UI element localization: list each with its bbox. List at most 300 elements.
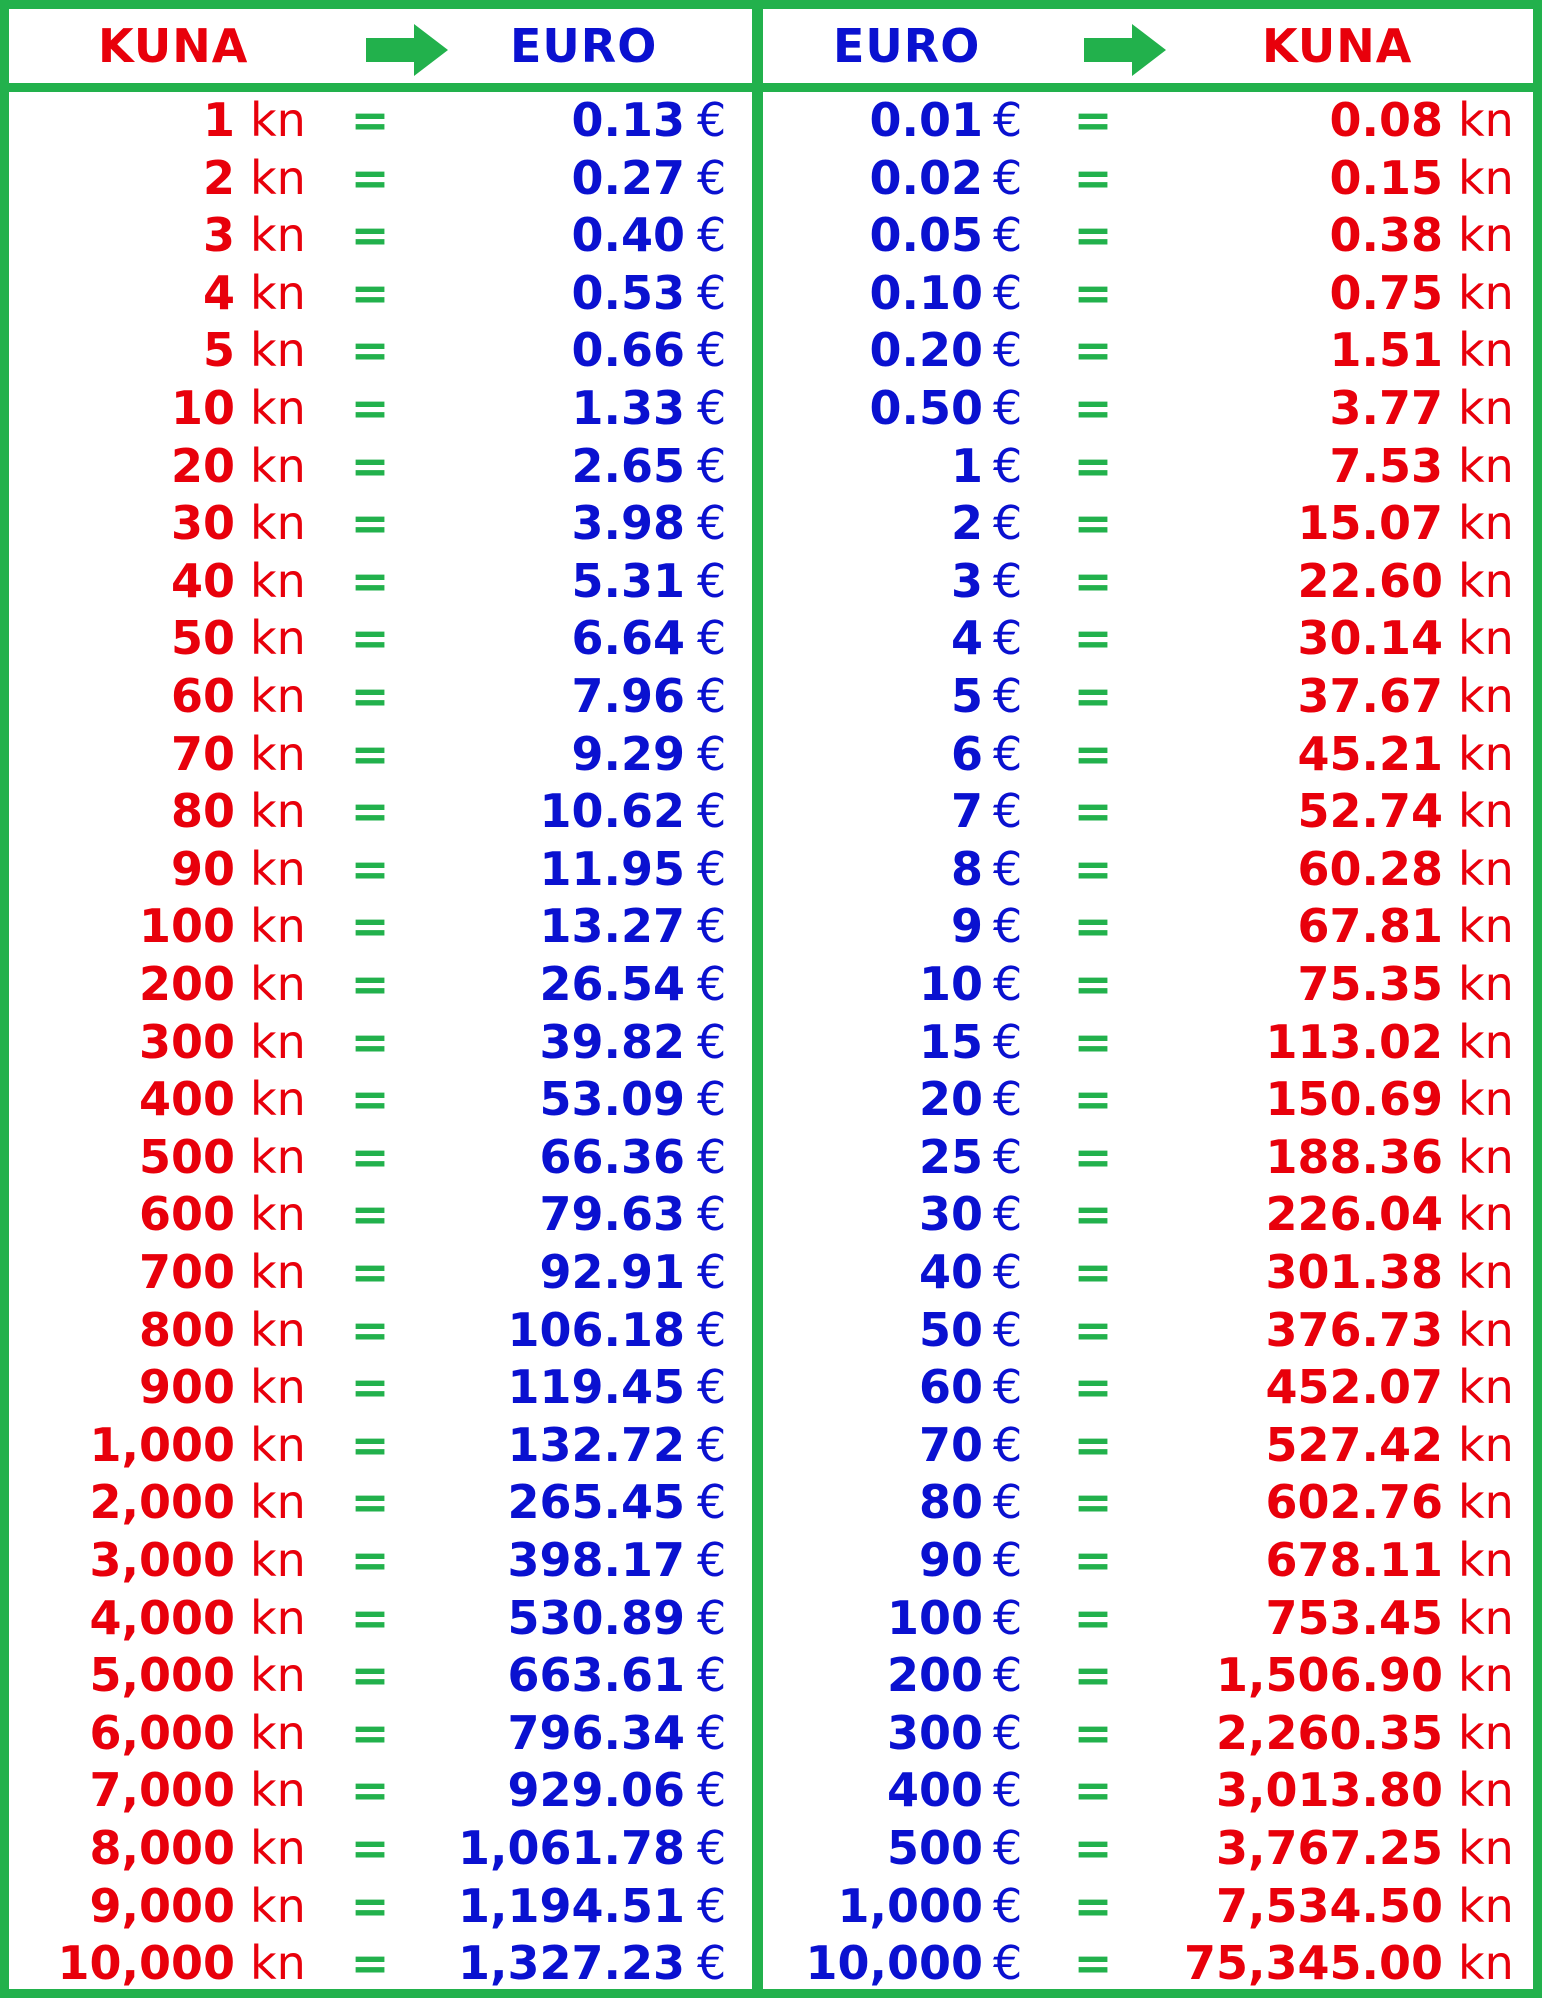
euro-unit: € xyxy=(697,1417,727,1472)
kuna-amount: 7,000 xyxy=(89,1763,235,1818)
kuna-amount: 1,506.90 xyxy=(1216,1648,1443,1703)
euro-amount: 8 xyxy=(950,841,983,896)
euro-amount: 90 xyxy=(918,1533,983,1587)
kuna-amount: 10,000 xyxy=(57,1936,235,1991)
euro-amount: 79.63 xyxy=(539,1187,685,1242)
equals-sign: = xyxy=(350,323,390,378)
kuna-to-euro-row xyxy=(0,1417,752,1474)
euro-unit: € xyxy=(697,611,727,666)
kuna-unit: kn xyxy=(1458,1936,1514,1991)
kuna-unit: kn xyxy=(1458,841,1514,896)
euro-amount: 4 xyxy=(950,611,983,666)
equals-sign: = xyxy=(350,1360,390,1415)
kuna-unit: kn xyxy=(250,1533,306,1587)
kuna-to-euro-row xyxy=(0,553,752,610)
euro-unit: € xyxy=(993,1475,1023,1530)
euro-unit: € xyxy=(697,1187,727,1242)
kuna-unit: kn xyxy=(1458,1360,1514,1415)
euro-unit: € xyxy=(993,841,1023,896)
euro-amount: 13.27 xyxy=(539,899,685,954)
kuna-amount: 753.45 xyxy=(1265,1590,1443,1645)
euro-unit: € xyxy=(993,265,1023,320)
euro-amount: 119.45 xyxy=(507,1360,685,1415)
equals-sign: = xyxy=(350,1475,390,1530)
euro-amount: 3 xyxy=(950,553,983,608)
equals-sign: = xyxy=(1073,1014,1113,1069)
kuna-amount: 1,000 xyxy=(89,1417,235,1472)
equals-sign: = xyxy=(350,1878,390,1933)
euro-amount: 0.10 xyxy=(869,265,983,320)
euro-to-kuna-row xyxy=(763,610,1533,667)
euro-amount: 796.34 xyxy=(507,1705,685,1760)
equals-sign: = xyxy=(1073,1648,1113,1703)
kuna-to-euro-row xyxy=(0,150,752,207)
euro-to-kuna-row xyxy=(763,1935,1533,1992)
kuna-unit: kn xyxy=(250,1878,306,1933)
kuna-amount: 80 xyxy=(170,784,235,839)
kuna-amount: 800 xyxy=(138,1302,235,1357)
euro-amount: 500 xyxy=(886,1821,983,1875)
equals-sign: = xyxy=(1073,1533,1113,1587)
euro-to-kuna-row xyxy=(763,898,1533,955)
equals-sign: = xyxy=(1073,208,1113,263)
equals-sign: = xyxy=(350,553,390,608)
euro-unit: € xyxy=(993,1245,1023,1299)
euro-amount: 26.54 xyxy=(539,957,685,1011)
euro-to-kuna-row xyxy=(763,495,1533,552)
euro-to-kuna-row xyxy=(763,1705,1533,1762)
kuna-unit: kn xyxy=(250,1360,306,1415)
euro-unit: € xyxy=(697,1245,727,1299)
euro-amount: 0.02 xyxy=(869,150,983,205)
euro-unit: € xyxy=(697,1648,727,1703)
euro-unit: € xyxy=(993,611,1023,666)
euro-to-kuna-row xyxy=(763,668,1533,725)
equals-sign: = xyxy=(350,1533,390,1587)
kuna-unit: kn xyxy=(250,611,306,666)
euro-amount: 10,000 xyxy=(805,1936,983,1991)
euro-amount: 0.05 xyxy=(869,208,983,263)
euro-amount: 929.06 xyxy=(507,1763,685,1818)
euro-to-kuna-row xyxy=(763,783,1533,840)
kuna-amount: 7,534.50 xyxy=(1216,1878,1443,1933)
equals-sign: = xyxy=(1073,93,1113,147)
equals-sign: = xyxy=(350,1129,390,1184)
euro-amount: 3.98 xyxy=(571,496,685,551)
equals-sign: = xyxy=(1073,1763,1113,1818)
right-header-to: KUNA xyxy=(1262,19,1413,73)
euro-unit: € xyxy=(697,381,727,435)
kuna-amount: 50 xyxy=(170,611,235,666)
kuna-unit: kn xyxy=(1458,784,1514,839)
kuna-amount: 500 xyxy=(138,1129,235,1184)
kuna-unit: kn xyxy=(1458,1821,1514,1875)
euro-unit: € xyxy=(993,1590,1023,1645)
column-divider xyxy=(752,0,763,1998)
euro-to-kuna-row xyxy=(763,726,1533,783)
euro-amount: 7.96 xyxy=(571,669,685,723)
kuna-to-euro-row xyxy=(0,1244,752,1301)
euro-unit: € xyxy=(697,899,727,954)
equals-sign: = xyxy=(350,1417,390,1472)
euro-amount: 100 xyxy=(886,1590,983,1645)
euro-amount: 5 xyxy=(950,669,983,723)
euro-unit: € xyxy=(697,669,727,723)
kuna-unit: kn xyxy=(250,957,306,1011)
equals-sign: = xyxy=(1073,611,1113,666)
equals-sign: = xyxy=(350,1072,390,1127)
kuna-unit: kn xyxy=(1458,1763,1514,1818)
equals-sign: = xyxy=(350,1763,390,1818)
euro-to-kuna-row xyxy=(763,92,1533,149)
equals-sign: = xyxy=(350,611,390,666)
equals-sign: = xyxy=(1073,1129,1113,1184)
kuna-amount: 67.81 xyxy=(1297,899,1443,954)
euro-amount: 9.29 xyxy=(571,726,685,781)
equals-sign: = xyxy=(350,1936,390,1991)
euro-to-kuna-row xyxy=(763,265,1533,322)
euro-unit: € xyxy=(697,323,727,378)
euro-amount: 10 xyxy=(918,957,983,1011)
euro-unit: € xyxy=(697,1533,727,1587)
kuna-amount: 1.51 xyxy=(1329,323,1443,378)
kuna-unit: kn xyxy=(1458,150,1514,205)
equals-sign: = xyxy=(350,381,390,435)
kuna-amount: 226.04 xyxy=(1265,1187,1443,1242)
euro-amount: 0.13 xyxy=(571,93,685,147)
euro-amount: 300 xyxy=(886,1705,983,1760)
euro-unit: € xyxy=(697,1763,727,1818)
equals-sign: = xyxy=(350,496,390,551)
euro-unit: € xyxy=(993,784,1023,839)
euro-unit: € xyxy=(697,1302,727,1357)
euro-unit: € xyxy=(697,1936,727,1991)
kuna-amount: 200 xyxy=(138,957,235,1011)
euro-to-kuna-row xyxy=(763,956,1533,1013)
kuna-unit: kn xyxy=(250,1014,306,1069)
kuna-to-euro-row xyxy=(0,1762,752,1819)
kuna-amount: 678.11 xyxy=(1265,1533,1443,1587)
kuna-amount: 100 xyxy=(138,899,235,954)
kuna-unit: kn xyxy=(250,1475,306,1530)
kuna-unit: kn xyxy=(250,553,306,608)
kuna-unit: kn xyxy=(1458,1705,1514,1760)
euro-to-kuna-row xyxy=(763,553,1533,610)
equals-sign: = xyxy=(1073,323,1113,378)
euro-to-kuna-row xyxy=(763,1071,1533,1128)
kuna-unit: kn xyxy=(1458,611,1514,666)
euro-amount: 663.61 xyxy=(507,1648,685,1703)
equals-sign: = xyxy=(350,784,390,839)
kuna-amount: 0.38 xyxy=(1329,208,1443,263)
euro-to-kuna-row xyxy=(763,1417,1533,1474)
equals-sign: = xyxy=(1073,841,1113,896)
kuna-to-euro-row xyxy=(0,956,752,1013)
euro-to-kuna-row xyxy=(763,1302,1533,1359)
kuna-unit: kn xyxy=(250,208,306,263)
euro-to-kuna-row xyxy=(763,841,1533,898)
kuna-unit: kn xyxy=(250,669,306,723)
euro-amount: 0.40 xyxy=(571,208,685,263)
right-header-from: EURO xyxy=(833,19,981,73)
euro-unit: € xyxy=(697,1705,727,1760)
equals-sign: = xyxy=(350,1245,390,1299)
kuna-unit: kn xyxy=(250,1936,306,1991)
euro-unit: € xyxy=(993,669,1023,723)
kuna-unit: kn xyxy=(250,1072,306,1127)
kuna-amount: 75,345.00 xyxy=(1184,1936,1443,1991)
euro-amount: 6.64 xyxy=(571,611,685,666)
kuna-unit: kn xyxy=(250,726,306,781)
euro-amount: 1.33 xyxy=(571,381,685,435)
kuna-to-euro-row xyxy=(0,841,752,898)
kuna-unit: kn xyxy=(250,150,306,205)
kuna-unit: kn xyxy=(1458,1302,1514,1357)
euro-amount: 2 xyxy=(950,496,983,551)
kuna-amount: 3.77 xyxy=(1329,381,1443,435)
euro-amount: 0.27 xyxy=(571,150,685,205)
kuna-unit: kn xyxy=(250,1245,306,1299)
euro-amount: 70 xyxy=(918,1417,983,1472)
euro-to-kuna-row xyxy=(763,1590,1533,1647)
kuna-unit: kn xyxy=(250,1821,306,1875)
euro-to-kuna-row xyxy=(763,1186,1533,1243)
euro-unit: € xyxy=(697,150,727,205)
kuna-amount: 602.76 xyxy=(1265,1475,1443,1530)
euro-unit: € xyxy=(697,265,727,320)
kuna-amount: 3,767.25 xyxy=(1216,1821,1443,1875)
euro-amount: 2.65 xyxy=(571,438,685,493)
equals-sign: = xyxy=(350,1014,390,1069)
kuna-unit: kn xyxy=(1458,669,1514,723)
euro-unit: € xyxy=(993,150,1023,205)
kuna-to-euro-row xyxy=(0,1705,752,1762)
euro-unit: € xyxy=(993,1302,1023,1357)
euro-unit: € xyxy=(697,1475,727,1530)
kuna-to-euro-row xyxy=(0,1014,752,1071)
euro-unit: € xyxy=(697,208,727,263)
euro-unit: € xyxy=(993,1129,1023,1184)
kuna-amount: 10 xyxy=(170,381,235,435)
euro-to-kuna-row xyxy=(763,380,1533,437)
euro-unit: € xyxy=(993,1014,1023,1069)
kuna-to-euro-row xyxy=(0,1186,752,1243)
kuna-amount: 75.35 xyxy=(1297,957,1443,1011)
kuna-to-euro-row xyxy=(0,495,752,552)
kuna-unit: kn xyxy=(250,899,306,954)
equals-sign: = xyxy=(1073,1072,1113,1127)
euro-amount: 80 xyxy=(918,1475,983,1530)
euro-unit: € xyxy=(697,726,727,781)
equals-sign: = xyxy=(1073,381,1113,435)
kuna-amount: 4,000 xyxy=(89,1590,235,1645)
kuna-amount: 2 xyxy=(202,150,235,205)
euro-unit: € xyxy=(993,438,1023,493)
kuna-amount: 9,000 xyxy=(89,1878,235,1933)
equals-sign: = xyxy=(1073,1417,1113,1472)
header-divider xyxy=(0,83,1542,92)
euro-amount: 0.20 xyxy=(869,323,983,378)
kuna-unit: kn xyxy=(1458,1129,1514,1184)
euro-unit: € xyxy=(993,1821,1023,1875)
equals-sign: = xyxy=(1073,1936,1113,1991)
kuna-to-euro-row xyxy=(0,726,752,783)
euro-amount: 1,194.51 xyxy=(458,1878,685,1933)
kuna-unit: kn xyxy=(1458,438,1514,493)
equals-sign: = xyxy=(1073,1821,1113,1875)
kuna-amount: 452.07 xyxy=(1265,1360,1443,1415)
euro-amount: 6 xyxy=(950,726,983,781)
kuna-to-euro-row xyxy=(0,1129,752,1186)
kuna-amount: 700 xyxy=(138,1245,235,1299)
equals-sign: = xyxy=(1073,150,1113,205)
kuna-amount: 3,000 xyxy=(89,1533,235,1587)
kuna-amount: 150.69 xyxy=(1265,1072,1443,1127)
euro-amount: 530.89 xyxy=(507,1590,685,1645)
kuna-amount: 400 xyxy=(138,1072,235,1127)
euro-unit: € xyxy=(993,726,1023,781)
euro-amount: 0.50 xyxy=(869,381,983,435)
kuna-amount: 90 xyxy=(170,841,235,896)
kuna-unit: kn xyxy=(1458,1072,1514,1127)
euro-amount: 53.09 xyxy=(539,1072,685,1127)
kuna-to-euro-row xyxy=(0,1071,752,1128)
kuna-amount: 1 xyxy=(202,93,235,147)
kuna-to-euro-row xyxy=(0,438,752,495)
equals-sign: = xyxy=(350,1821,390,1875)
kuna-amount: 6,000 xyxy=(89,1705,235,1760)
equals-sign: = xyxy=(350,265,390,320)
equals-sign: = xyxy=(350,438,390,493)
equals-sign: = xyxy=(1073,1302,1113,1357)
kuna-amount: 113.02 xyxy=(1265,1014,1443,1069)
kuna-amount: 15.07 xyxy=(1297,496,1443,551)
left-header-from: KUNA xyxy=(98,19,249,73)
euro-unit: € xyxy=(697,1014,727,1069)
kuna-unit: kn xyxy=(250,1763,306,1818)
euro-amount: 66.36 xyxy=(539,1129,685,1184)
kuna-unit: kn xyxy=(250,1187,306,1242)
kuna-unit: kn xyxy=(250,265,306,320)
kuna-amount: 5 xyxy=(202,323,235,378)
euro-unit: € xyxy=(993,381,1023,435)
euro-unit: € xyxy=(697,1360,727,1415)
kuna-amount: 30.14 xyxy=(1297,611,1443,666)
euro-amount: 92.91 xyxy=(539,1245,685,1299)
kuna-unit: kn xyxy=(1458,1245,1514,1299)
kuna-unit: kn xyxy=(1458,93,1514,147)
euro-amount: 1,327.23 xyxy=(458,1936,685,1991)
euro-amount: 9 xyxy=(950,899,983,954)
euro-amount: 7 xyxy=(950,784,983,839)
equals-sign: = xyxy=(350,669,390,723)
kuna-amount: 37.67 xyxy=(1297,669,1443,723)
equals-sign: = xyxy=(1073,553,1113,608)
kuna-to-euro-row xyxy=(0,1935,752,1992)
kuna-to-euro-row xyxy=(0,1474,752,1531)
kuna-unit: kn xyxy=(250,381,306,435)
equals-sign: = xyxy=(350,957,390,1011)
euro-amount: 0.66 xyxy=(571,323,685,378)
euro-to-kuna-row xyxy=(763,322,1533,379)
euro-unit: € xyxy=(993,93,1023,147)
equals-sign: = xyxy=(350,150,390,205)
equals-sign: = xyxy=(1073,669,1113,723)
equals-sign: = xyxy=(1073,726,1113,781)
euro-to-kuna-row xyxy=(763,1014,1533,1071)
euro-to-kuna-row xyxy=(763,438,1533,495)
kuna-amount: 0.15 xyxy=(1329,150,1443,205)
euro-unit: € xyxy=(697,1072,727,1127)
kuna-unit: kn xyxy=(250,1590,306,1645)
kuna-unit: kn xyxy=(1458,1014,1514,1069)
euro-unit: € xyxy=(697,438,727,493)
left-header-to: EURO xyxy=(510,19,658,73)
kuna-amount: 22.60 xyxy=(1297,553,1443,608)
kuna-amount: 188.36 xyxy=(1265,1129,1443,1184)
kuna-amount: 0.75 xyxy=(1329,265,1443,320)
euro-amount: 40 xyxy=(918,1245,983,1299)
euro-to-kuna-row xyxy=(763,1474,1533,1531)
kuna-unit: kn xyxy=(1458,553,1514,608)
euro-amount: 1 xyxy=(950,438,983,493)
kuna-to-euro-row xyxy=(0,1820,752,1877)
equals-sign: = xyxy=(1073,438,1113,493)
kuna-to-euro-row xyxy=(0,1359,752,1416)
kuna-amount: 5,000 xyxy=(89,1648,235,1703)
equals-sign: = xyxy=(350,1302,390,1357)
euro-amount: 0.01 xyxy=(869,93,983,147)
kuna-unit: kn xyxy=(250,1648,306,1703)
kuna-amount: 40 xyxy=(170,553,235,608)
euro-amount: 30 xyxy=(918,1187,983,1242)
kuna-to-euro-row xyxy=(0,1878,752,1935)
euro-amount: 400 xyxy=(886,1763,983,1818)
equals-sign: = xyxy=(1073,1360,1113,1415)
kuna-unit: kn xyxy=(1458,1590,1514,1645)
euro-amount: 132.72 xyxy=(507,1417,685,1472)
equals-sign: = xyxy=(1073,899,1113,954)
kuna-unit: kn xyxy=(250,438,306,493)
euro-unit: € xyxy=(993,1763,1023,1818)
euro-to-kuna-row xyxy=(763,150,1533,207)
euro-unit: € xyxy=(993,1072,1023,1127)
kuna-amount: 2,260.35 xyxy=(1216,1705,1443,1760)
equals-sign: = xyxy=(350,899,390,954)
euro-amount: 15 xyxy=(918,1014,983,1069)
kuna-unit: kn xyxy=(1458,957,1514,1011)
euro-to-kuna-row xyxy=(763,1244,1533,1301)
euro-to-kuna-row xyxy=(763,1359,1533,1416)
kuna-to-euro-row xyxy=(0,322,752,379)
euro-amount: 398.17 xyxy=(507,1533,685,1587)
kuna-amount: 0.08 xyxy=(1329,93,1443,147)
kuna-to-euro-row xyxy=(0,380,752,437)
euro-amount: 60 xyxy=(918,1360,983,1415)
euro-amount: 0.53 xyxy=(571,265,685,320)
equals-sign: = xyxy=(350,1648,390,1703)
equals-sign: = xyxy=(1073,265,1113,320)
euro-unit: € xyxy=(697,496,727,551)
euro-unit: € xyxy=(697,1821,727,1875)
kuna-unit: kn xyxy=(1458,1533,1514,1587)
euro-unit: € xyxy=(697,957,727,1011)
kuna-unit: kn xyxy=(1458,265,1514,320)
equals-sign: = xyxy=(350,726,390,781)
euro-unit: € xyxy=(993,323,1023,378)
kuna-unit: kn xyxy=(250,1705,306,1760)
euro-unit: € xyxy=(993,1533,1023,1587)
